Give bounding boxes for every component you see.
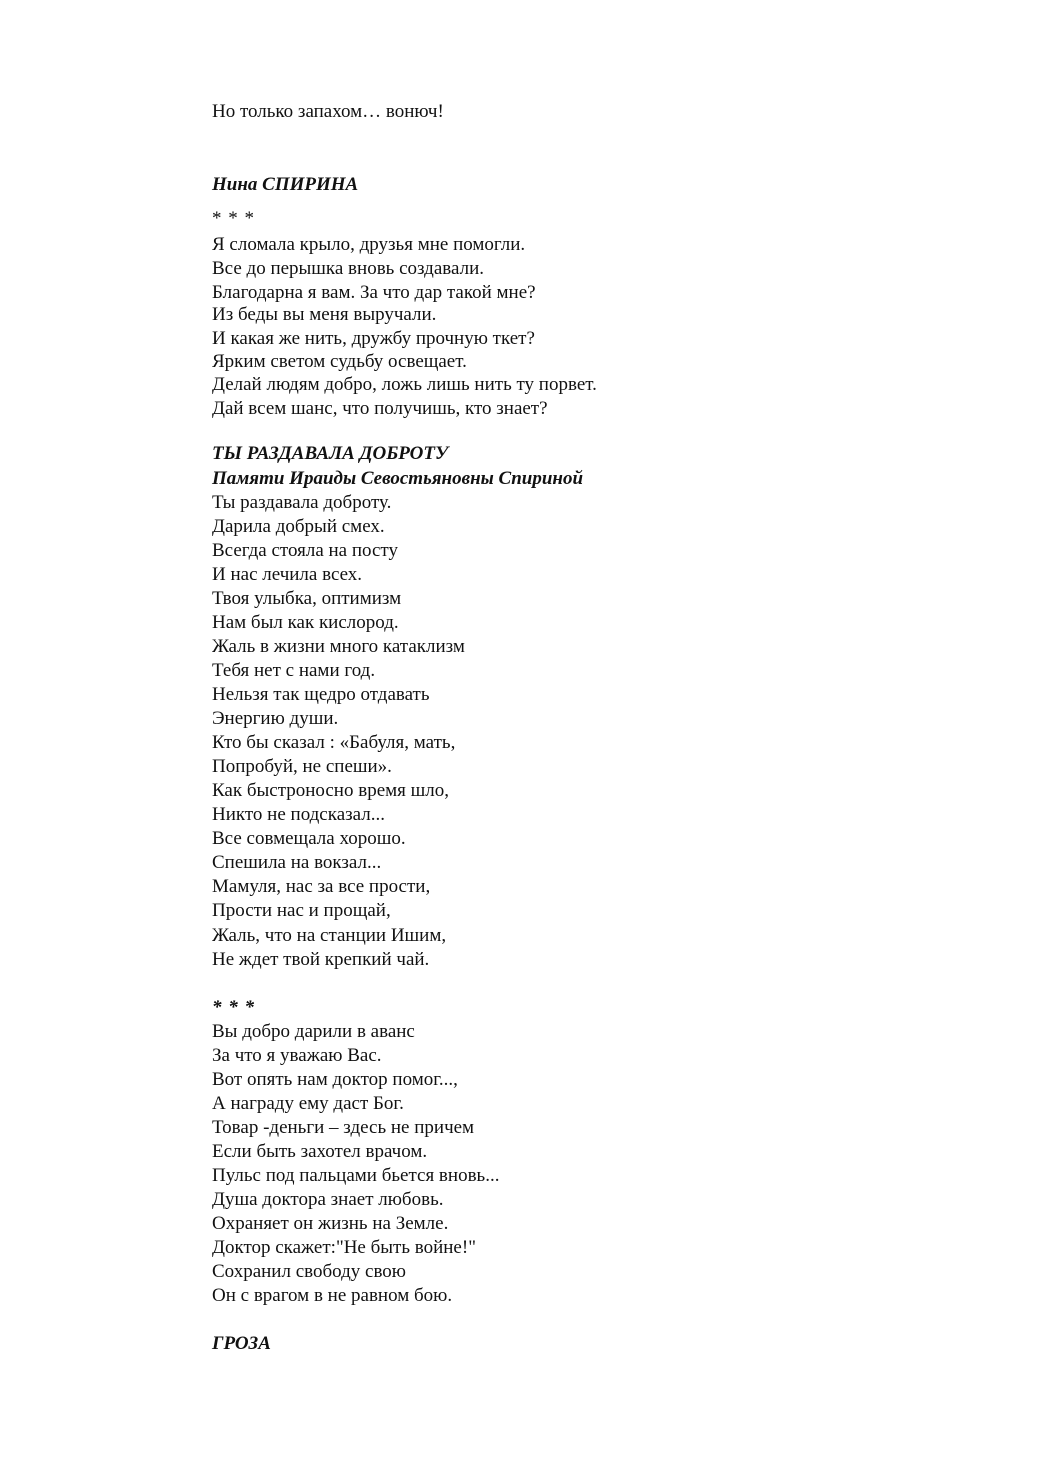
poem2-line: Не ждет твой крепкий чай. — [212, 949, 430, 970]
poem2-line: Мамуля, нас за все прости, — [212, 876, 431, 897]
poem1-line: Дай всем шанс, что получишь, кто знает? — [212, 398, 548, 419]
poem1-line: Ярким светом судьбу освещает. — [212, 351, 467, 372]
poem3-line: Вот опять нам доктор помог..., — [212, 1069, 458, 1090]
poem2-line: Энергию души. — [212, 708, 339, 729]
poem2-line: Тебя нет с нами год. — [212, 660, 376, 681]
poem2-line: И нас лечила всех. — [212, 564, 363, 585]
poem1-line: Благодарна я вам. За что дар такой мне? — [212, 282, 536, 303]
poem2-line: Спешила на вокзал... — [212, 852, 382, 873]
poem2-line: Никто не подсказал... — [212, 804, 385, 825]
poem2-line: Нам был как кислород. — [212, 612, 399, 633]
poem1-marker: * * * — [212, 208, 255, 229]
poem3-line: Доктор скажет:"Не быть войне!" — [212, 1237, 476, 1258]
poem3-line: Вы добро дарили в аванс — [212, 1021, 415, 1042]
poem3-line: Сохранил свободу свою — [212, 1261, 406, 1282]
poem3-line: Пульс под пальцами бьется вновь... — [212, 1165, 500, 1186]
poem3-line: Душа доктора знает любовь. — [212, 1189, 444, 1210]
poem1-line: Все до перышка вновь создавали. — [212, 258, 485, 279]
poem2-title: ТЫ РАЗДАВАЛА ДОБРОТУ — [212, 443, 449, 464]
poem1-line: И какая же нить, дружбу прочную ткет? — [212, 328, 535, 349]
poem3-line: Товар -деньги – здесь не причем — [212, 1117, 475, 1138]
poem2-line: Дарила добрый смех. — [212, 516, 385, 537]
poem1-line: Из беды вы меня выручали. — [212, 304, 437, 325]
poem2-line: Как быстроносно время шло, — [212, 780, 450, 801]
poem2-line: Жаль, что на станции Ишим, — [212, 925, 447, 946]
poem2-dedication: Памяти Ираиды Севостьяновны Спириной — [212, 468, 584, 489]
poem2-line: Ты раздавала доброту. — [212, 492, 392, 513]
poem3-line: Если быть захотел врачом. — [212, 1141, 428, 1162]
author-name: Нина СПИРИНА — [212, 174, 359, 195]
poem4-title: ГРОЗА — [212, 1333, 271, 1354]
poem2-line: Нельзя так щедро отдавать — [212, 684, 430, 705]
poem3-line: Он с врагом в не равном бою. — [212, 1285, 453, 1306]
poem3-line: За что я уважаю Вас. — [212, 1045, 382, 1066]
poem2-line: Попробуй, не спеши». — [212, 756, 392, 777]
poem1-line: Делай людям добро, ложь лишь нить ту порвет. — [212, 374, 597, 395]
poem3-marker: * * * — [212, 997, 255, 1018]
poem2-line: Кто бы сказал : «Бабуля, мать, — [212, 732, 456, 753]
poem3-line: А награду ему даст Бог. — [212, 1093, 404, 1114]
poem2-line: Твоя улыбка, оптимизм — [212, 588, 402, 609]
poem3-line: Охраняет он жизнь на Земле. — [212, 1213, 449, 1234]
poem2-line: Прости нас и прощай, — [212, 900, 391, 921]
poem1-line: Я сломала крыло, друзья мне помогли. — [212, 234, 526, 255]
poem2-line: Все совмещала хорошо. — [212, 828, 406, 849]
intro-line: Но только запахом… вонюч! — [212, 101, 444, 122]
poem2-line: Всегда стояла на посту — [212, 540, 398, 561]
poem2-line: Жаль в жизни много катаклизм — [212, 636, 465, 657]
